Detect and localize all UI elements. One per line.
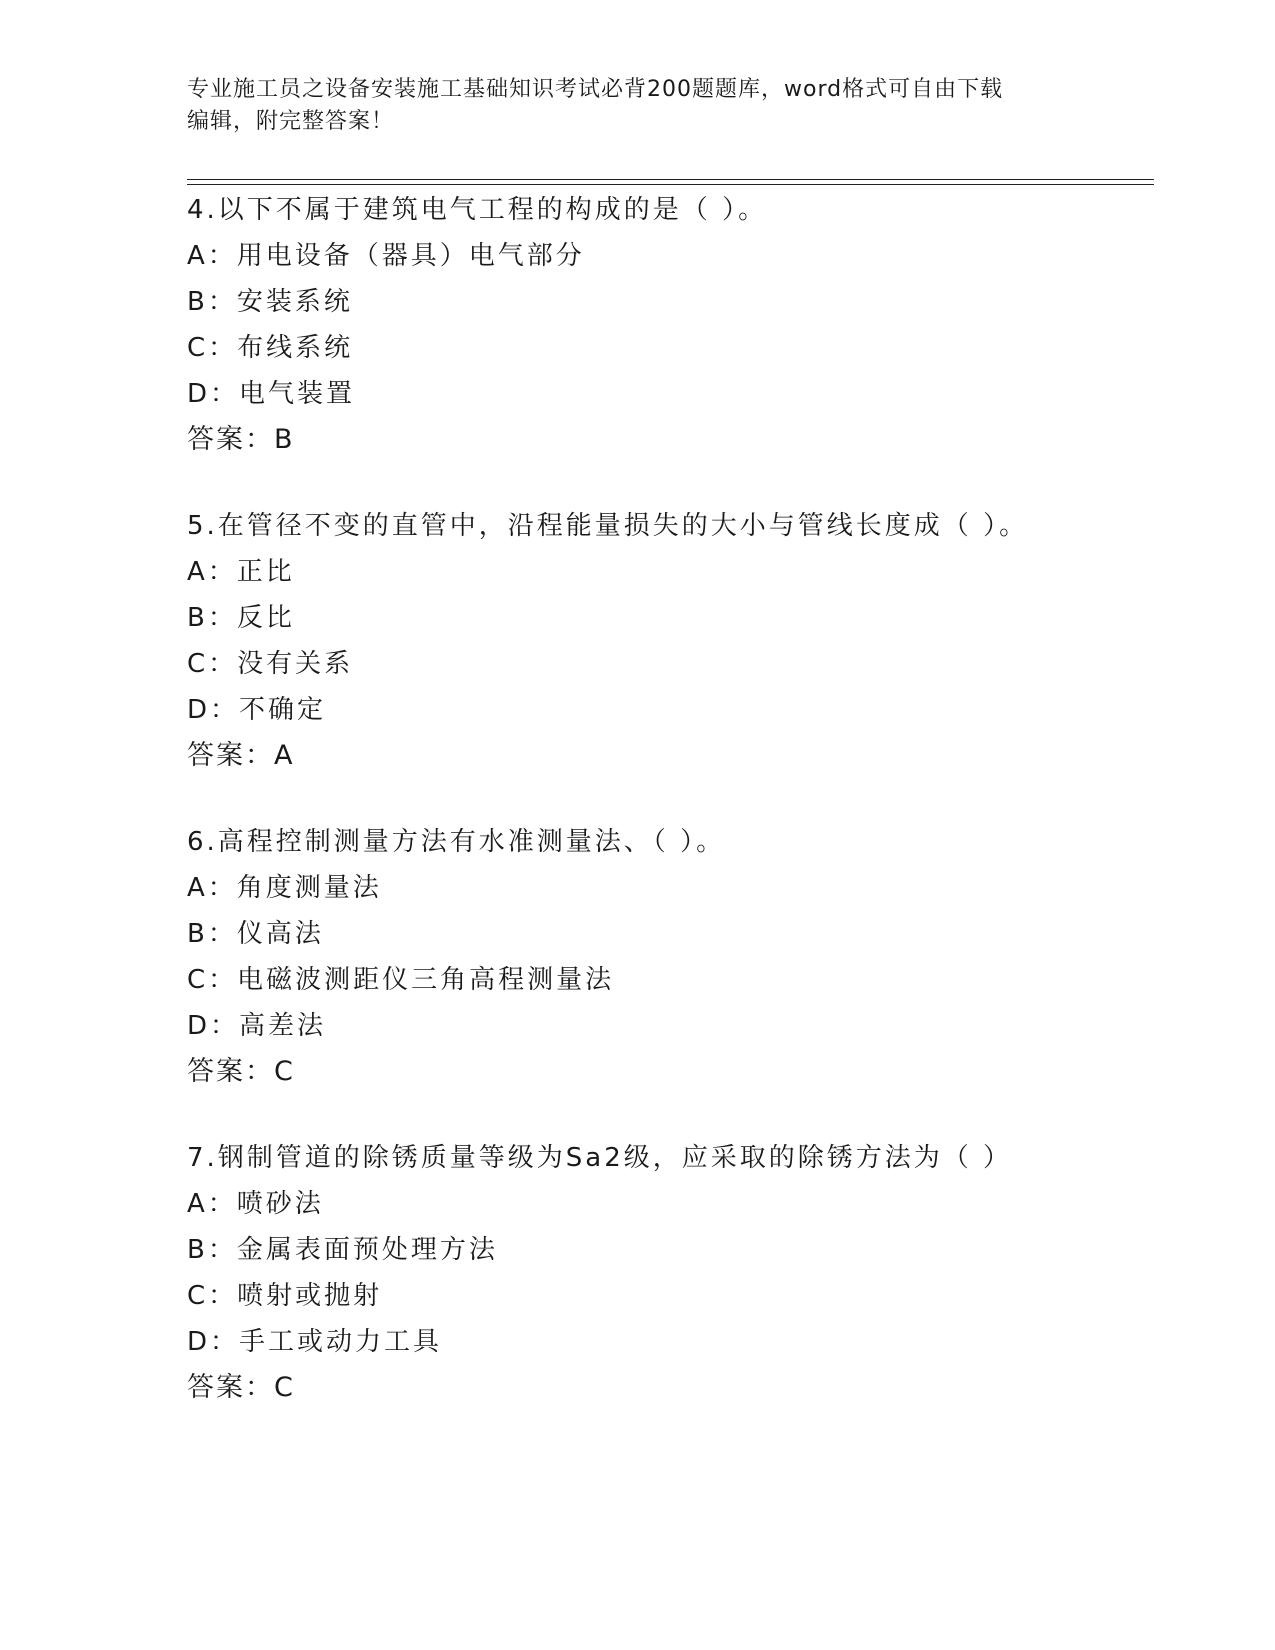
option-d: D：电气装置 (187, 379, 356, 409)
option-d: D：高差法 (187, 1011, 327, 1041)
option-c: C：没有关系 (187, 649, 354, 679)
header-line-2: 编辑，附完整答案！ (187, 109, 395, 134)
question-stem: 6.高程控制测量方法有水准测量法、（ ）。 (187, 827, 726, 857)
question-block (187, 503, 1187, 779)
option-a: A：角度测量法 (187, 873, 382, 903)
header-divider-bottom (187, 184, 1154, 185)
question-stem: 7.钢制管道的除锈质量等级为Sa2级，应采取的除锈方法为（ ） (187, 1143, 1013, 1173)
option-b: B：安装系统 (187, 287, 353, 317)
question-block (187, 187, 1187, 463)
option-b: B：金属表面预处理方法 (187, 1235, 498, 1265)
option-c: C：电磁波测距仪三角高程测量法 (187, 965, 615, 995)
answer-label: 答案：C (187, 1056, 295, 1087)
question-stem: 4.以下不属于建筑电气工程的构成的是（ ）。 (187, 195, 768, 225)
option-b: B：仪高法 (187, 919, 324, 949)
document-header (187, 74, 1087, 138)
answer-label: 答案：A (187, 740, 295, 771)
option-a: A：喷砂法 (187, 1189, 324, 1219)
header-divider-top (187, 179, 1154, 180)
option-c: C：布线系统 (187, 333, 354, 363)
option-b: B：反比 (187, 603, 295, 633)
option-a: A：正比 (187, 557, 295, 587)
question-block (187, 819, 1187, 1095)
option-d: D：手工或动力工具 (187, 1327, 443, 1357)
option-c: C：喷射或抛射 (187, 1281, 383, 1311)
option-a: A：用电设备（器具）电气部分 (187, 241, 585, 271)
question-block (187, 1135, 1187, 1411)
answer-label: 答案：C (187, 1372, 295, 1403)
answer-label: 答案：B (187, 424, 295, 455)
question-stem: 5.在管径不变的直管中，沿程能量损失的大小与管线长度成（ ）。 (187, 511, 1029, 541)
option-d: D：不确定 (187, 695, 327, 725)
header-line-1: 专业施工员之设备安装施工基础知识考试必背200题题库，word格式可自由下载 (187, 77, 1004, 102)
